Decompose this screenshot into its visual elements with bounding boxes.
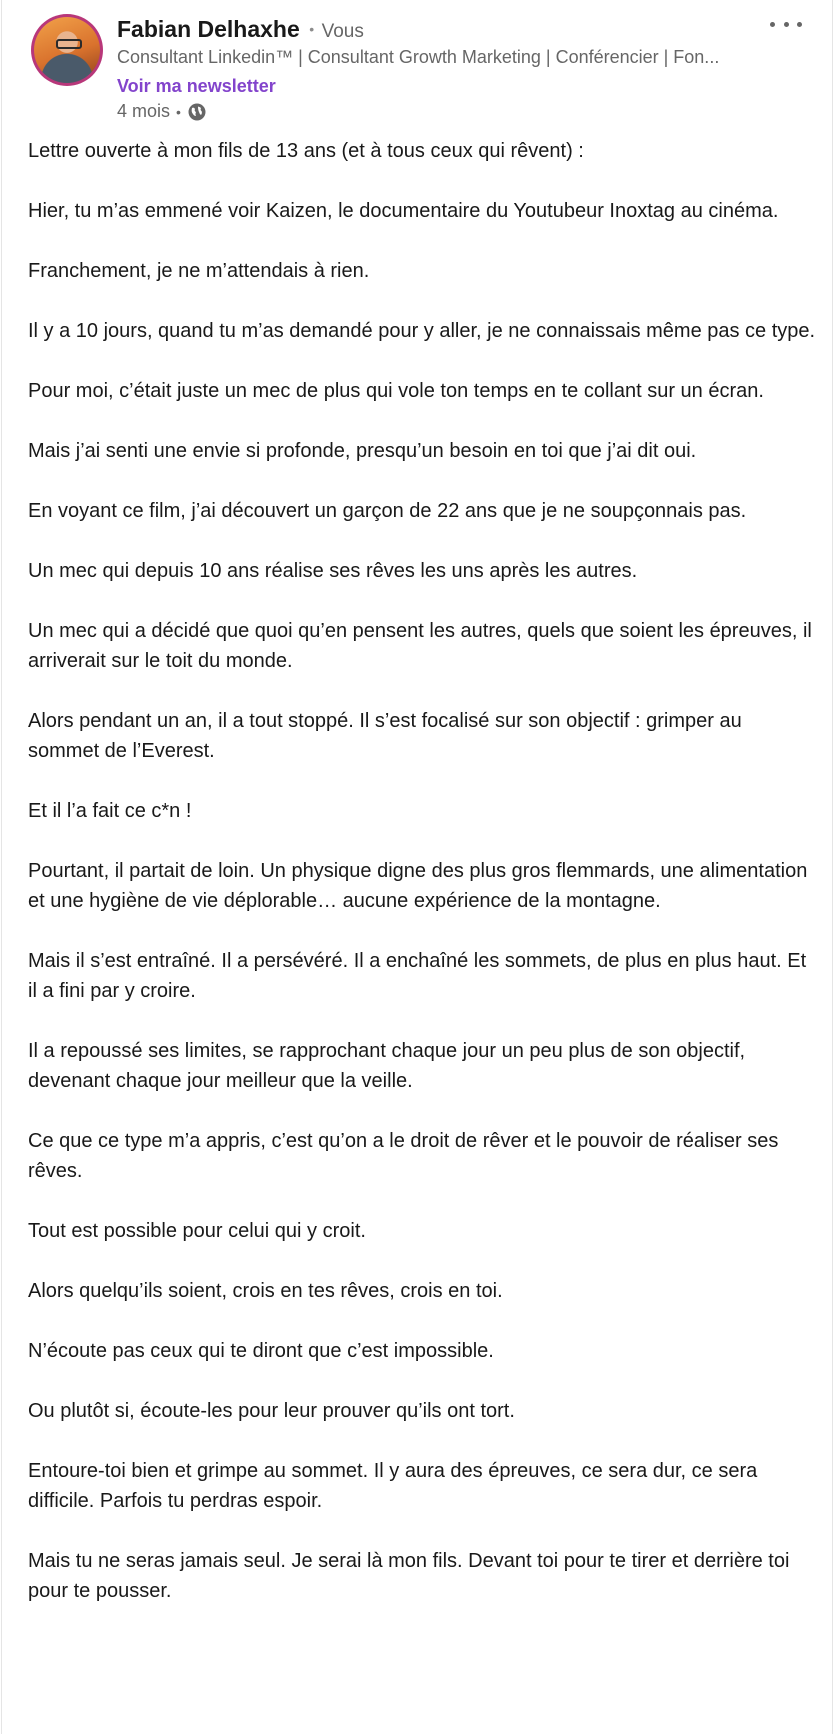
- post-paragraph: Franchement, je ne m’attendais à rien.: [28, 260, 370, 282]
- post-paragraph: Pourtant, il partait de loin. Un physique digne des plus gros flemmards, une alimentation et une hygiène de vie déplorable… aucune expérience de la montagne.: [28, 860, 808, 912]
- post-paragraph: Il a repoussé ses limites, se rapprochant chaque jour un peu plus de son objectif, devenant chaque jour meilleur que la veille.: [28, 1040, 746, 1092]
- post-paragraph: Ou plutôt si, écoute-les pour leur prouver qu’ils ont tort.: [28, 1400, 515, 1422]
- post-meta: [117, 101, 207, 122]
- post-paragraph: Un mec qui a décidé que quoi qu’en pensent les autres, quels que soient les épreuves, il arriverait sur le toit du monde.: [28, 620, 812, 672]
- author-avatar[interactable]: [31, 14, 103, 86]
- avatar-photo: [34, 17, 100, 83]
- post-paragraph: Tout est possible pour celui qui y croit.: [28, 1220, 366, 1242]
- more-dot-icon: [770, 22, 775, 27]
- more-options-button[interactable]: [770, 12, 802, 36]
- globe-icon: [187, 102, 207, 122]
- avatar-glasses: [56, 39, 82, 49]
- post-body: [28, 136, 818, 1636]
- post-header: [2, 0, 832, 128]
- post-paragraph: En voyant ce film, j’ai découvert un garçon de 22 ans que je ne soupçonnais pas.: [28, 500, 747, 522]
- author-headline: Consultant Linkedin™ | Consultant Growth Marketing | Conférencier | Fon...: [117, 47, 720, 67]
- post-paragraph: Mais j’ai senti une envie si profonde, presqu’un besoin en toi que j’ai dit oui.: [28, 440, 697, 462]
- post-paragraph: Mais tu ne seras jamais seul. Je serai là mon fils. Devant toi pour te tirer et derrière toi pour te pousser.: [28, 1550, 790, 1602]
- post-paragraph: Hier, tu m’as emmené voir Kaizen, le documentaire du Youtubeur Inoxtag au cinéma.: [28, 200, 779, 222]
- newsletter-link[interactable]: Voir ma newsletter: [117, 76, 276, 96]
- you-label: Vous: [321, 21, 364, 42]
- post-paragraph: Pour moi, c’était juste un mec de plus qui vole ton temps en te collant sur un écran.: [28, 380, 764, 402]
- post-paragraph: Lettre ouverte à mon fils de 13 ans (et à tous ceux qui rêvent) :: [28, 140, 584, 162]
- author-separator: •: [309, 21, 315, 37]
- meta-separator: •: [176, 103, 181, 120]
- post-paragraph: N’écoute pas ceux qui te diront que c’est impossible.: [28, 1340, 494, 1362]
- post-paragraph: Alors quelqu’ils soient, crois en tes rêves, crois en toi.: [28, 1280, 503, 1302]
- post-paragraph: Ce que ce type m’a appris, c’est qu’on a le droit de rêver et le pouvoir de réaliser ses rêves.: [28, 1130, 779, 1182]
- author-name[interactable]: Fabian Delhaxhe: [117, 16, 300, 42]
- post-paragraph: Entoure-toi bien et grimpe au sommet. Il y aura des épreuves, ce sera dur, ce sera difficile. Parfois tu perdras espoir.: [28, 1460, 758, 1512]
- post-paragraph: Il y a 10 jours, quand tu m’as demandé pour y aller, je ne connaissais même pas ce type.: [28, 320, 816, 342]
- post-paragraph: Mais il s’est entraîné. Il a persévéré. Il a enchaîné les sommets, de plus en plus haut. Et il a fini par y croire.: [28, 950, 807, 1002]
- post-paragraph: Alors pendant un an, il a tout stoppé. Il s’est focalisé sur son objectif : grimper au sommet de l’Everest.: [28, 710, 742, 762]
- more-dot-icon: [797, 22, 802, 27]
- author-line: [117, 16, 364, 44]
- more-dot-icon: [784, 22, 789, 27]
- post-card: [1, 0, 833, 1734]
- post-time: 4 mois: [117, 101, 171, 121]
- post-paragraph: Un mec qui depuis 10 ans réalise ses rêves les uns après les autres.: [28, 560, 638, 582]
- post-paragraph: Et il l’a fait ce c*n !: [28, 800, 192, 822]
